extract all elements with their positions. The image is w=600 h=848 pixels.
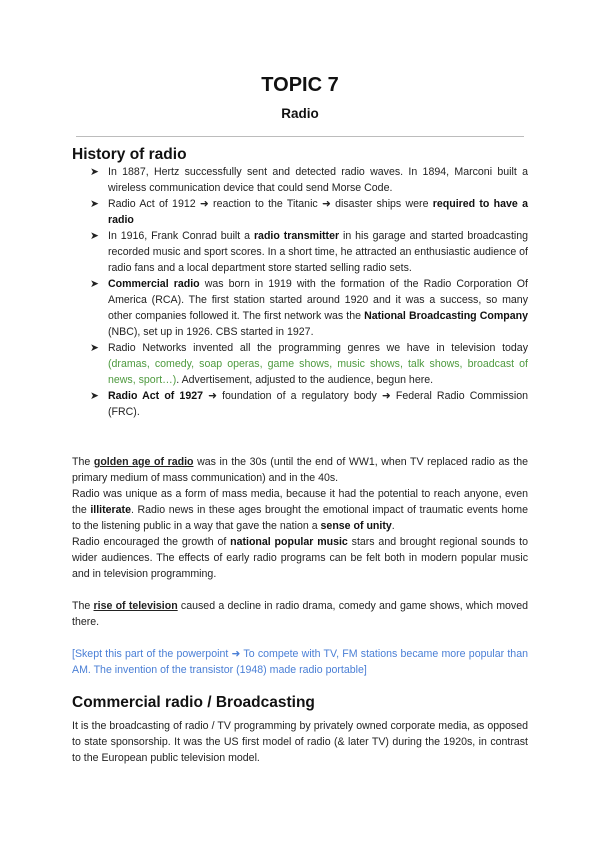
history-bullet — [90, 164, 528, 196]
bold-term: National Broadcasting Company — [364, 310, 529, 322]
text-run: stars and brought regional sounds to wider audiences. The effects of early radio programs can be felt both in modern popular music and in television programming. — [72, 536, 528, 580]
bold-term: sense of unity — [320, 520, 392, 532]
popular-music-paragraph — [72, 534, 528, 582]
text-run: caused a decline in radio drama, comedy and game shows, which moved there. — [72, 600, 528, 628]
bullet-arrow-icon: ➤ — [90, 390, 99, 402]
text-run: The — [72, 600, 94, 612]
bullet-text — [108, 198, 528, 226]
bullet-arrow-icon: ➤ — [90, 342, 99, 354]
text-run: was born in 1919 with the formation of the Radio Corporation Of America (RCA). The first station started around 1920 and it was a success, so many other companies followed it. The first network was the — [108, 278, 528, 322]
text-run: was in the 30s (until the end of WW1, when TV replaced radio as the primary medium of mass communication) and in the 40s. — [72, 456, 528, 484]
history-bullet — [90, 388, 528, 420]
history-bullet — [90, 340, 528, 388]
section-heading-history: History of radio — [72, 146, 187, 163]
history-bullet — [90, 276, 528, 340]
text-run: Radio was unique as a form of mass media, because it had the potential to reach anyone, even the — [72, 488, 528, 516]
text-run: In 1887, Hertz successfully sent and detected radio waves. In 1894, Marconi built a wireless communication device that could send Morse Code. — [108, 166, 528, 194]
bullet-text — [108, 390, 528, 418]
bullet-text — [108, 166, 528, 194]
bullet-text — [108, 278, 528, 338]
history-bullet — [90, 196, 528, 228]
bold-term: Radio Act of 1927 — [108, 390, 203, 402]
text-run: . Advertisement, adjusted to the audience, begun here. — [176, 374, 434, 386]
text-run: Radio Act of 1912 ➜ reaction to the Titanic ➜ disaster ships were — [108, 198, 433, 210]
text-run: Radio encouraged the growth of — [72, 536, 231, 548]
golden-age-paragraph — [72, 454, 528, 486]
bold-term: radio transmitter — [253, 230, 340, 242]
text-run: The — [72, 456, 94, 468]
unique-medium-paragraph — [72, 486, 528, 534]
page-subtitle: Radio — [281, 106, 319, 121]
text-run: in his garage and started broadcasting recorded music and sport scores. In a short time, he attracted an enthusiastic audience of radio fans and a local department store started selling radio sets. — [108, 230, 529, 274]
text-run: . Radio news in these ages brought the emotional impact of traumatic events home to the listening public in a way that gave the nation a — [72, 504, 529, 532]
bullet-text — [108, 342, 528, 386]
history-bullet — [90, 228, 528, 276]
title-divider — [76, 136, 524, 137]
text-run: ➜ foundation of a regulatory body ➜ Federal Radio Commission (FRC). — [108, 390, 528, 418]
text-run: In 1916, Frank Conrad built a — [108, 230, 254, 242]
bullet-arrow-icon: ➤ — [90, 198, 99, 210]
section-heading-commercial: Commercial radio / Broadcasting — [72, 694, 315, 711]
bullet-arrow-icon: ➤ — [90, 166, 99, 178]
bold-term: required to have a radio — [108, 198, 528, 226]
commercial-radio-paragraph — [72, 718, 528, 766]
text-run: . — [391, 520, 395, 532]
skipped-note-paragraph — [72, 646, 528, 678]
text-run: It is the broadcasting of radio / TV programming by privately owned corporate media, as opposed to state sponsorship. It was the US first model of radio (& later TV) during the 1920s, in contrast to the European public television model. — [72, 720, 528, 764]
underlined-term: rise of television — [93, 600, 178, 612]
text-run: Radio Networks invented all the programming genres we have in television today — [108, 342, 528, 354]
text-run: (NBC), set up in 1926. CBS started in 1927. — [108, 326, 314, 338]
bullet-arrow-icon: ➤ — [90, 278, 99, 290]
page-title: TOPIC 7 — [261, 74, 339, 96]
bold-term: Commercial radio — [108, 278, 200, 290]
bullet-arrow-icon: ➤ — [90, 230, 99, 242]
underlined-term: golden age of radio — [93, 456, 194, 468]
television-paragraph — [72, 598, 528, 630]
bold-term: national popular music — [230, 536, 348, 548]
bullet-text — [108, 230, 528, 274]
text-run: [Skept this part of the powerpoint ➜ To compete with TV, FM stations became more popular than AM. The invention of the transistor (1948) made radio portable] — [72, 648, 528, 676]
text-run: (dramas, comedy, soap operas, game shows, music shows, talk shows, broadcast of news, sport…) — [108, 358, 528, 386]
history-bullet-list — [90, 164, 528, 420]
bold-term: illiterate — [90, 504, 131, 516]
